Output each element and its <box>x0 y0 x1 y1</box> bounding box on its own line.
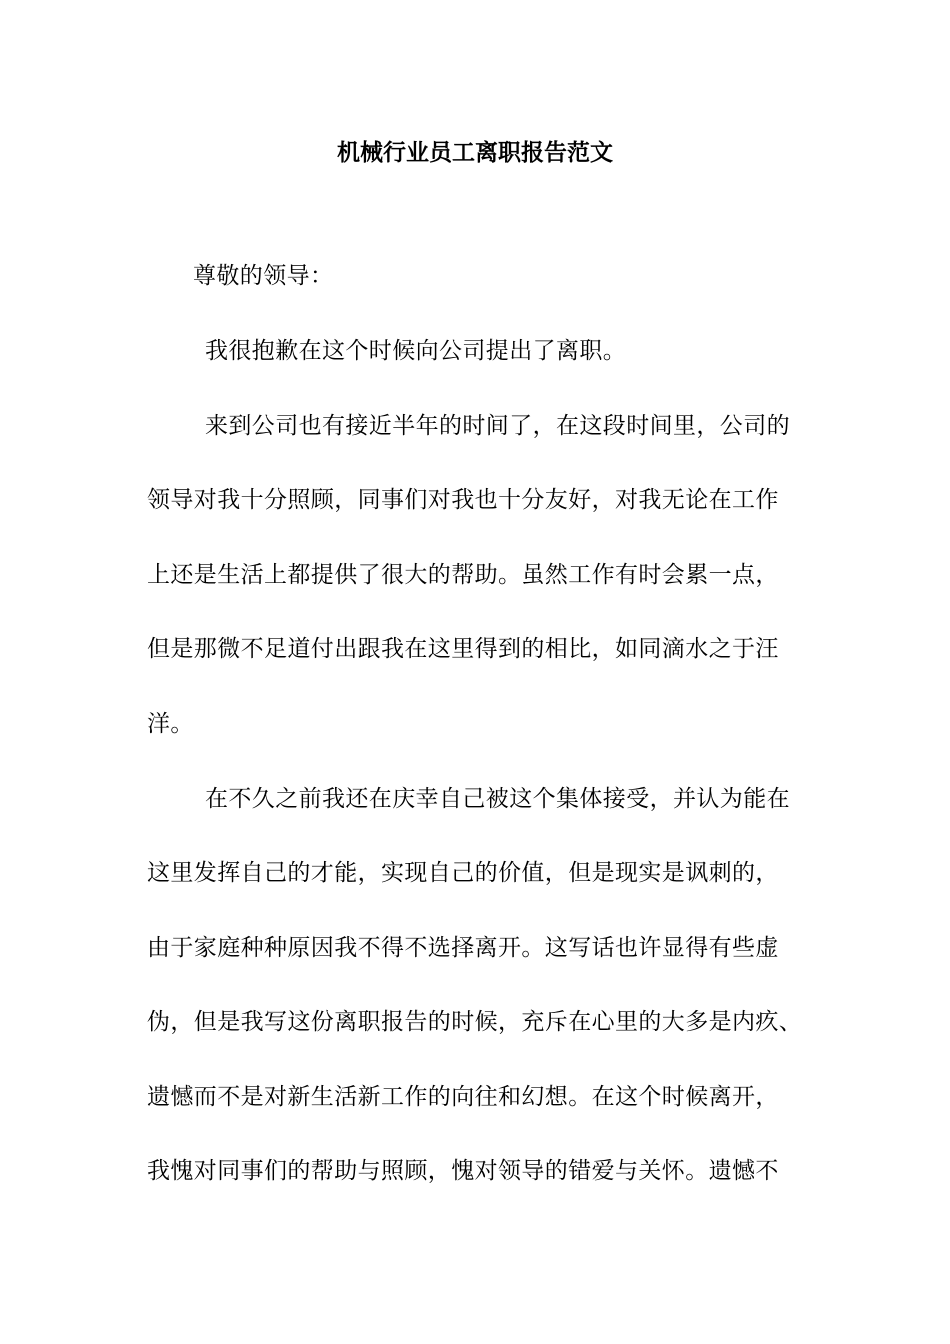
paragraph-line: 这里发挥自己的才能，实现自己的价值，但是现实是讽刺的， <box>147 860 779 886</box>
paragraph-line: 来到公司也有接近半年的时间了，在这段时间里，公司的 <box>205 413 790 439</box>
paragraph-line: 我愧对同事们的帮助与照顾，愧对领导的错爱与关怀。遗憾不 <box>147 1158 779 1184</box>
salutation: 尊敬的领导： <box>193 263 334 289</box>
paragraph-line: 遗憾而不是对新生活新工作的向往和幻想。在这个时候离开， <box>147 1084 779 1110</box>
paragraph-line: 伪，但是我写这份离职报告的时候，充斥在心里的大多是内疚、 <box>147 1009 803 1035</box>
paragraph-line: 领导对我十分照顾，同事们对我也十分友好，对我无论在工作 <box>147 487 779 513</box>
paragraph-line: 洋。 <box>147 711 194 737</box>
paragraph-line: 我很抱歉在这个时候向公司提出了离职。 <box>205 338 627 364</box>
paragraph-line: 在不久之前我还在庆幸自己被这个集体接受，并认为能在 <box>205 786 790 812</box>
paragraph-line: 由于家庭种种原因我不得不选择离开。这写话也许显得有些虚 <box>147 935 779 961</box>
document-title: 机械行业员工离职报告范文 <box>337 139 613 166</box>
paragraph-line: 但是那微不足道付出跟我在这里得到的相比，如同滴水之于汪 <box>147 636 779 662</box>
paragraph-line: 上还是生活上都提供了很大的帮助。虽然工作有时会累一点， <box>147 562 779 588</box>
